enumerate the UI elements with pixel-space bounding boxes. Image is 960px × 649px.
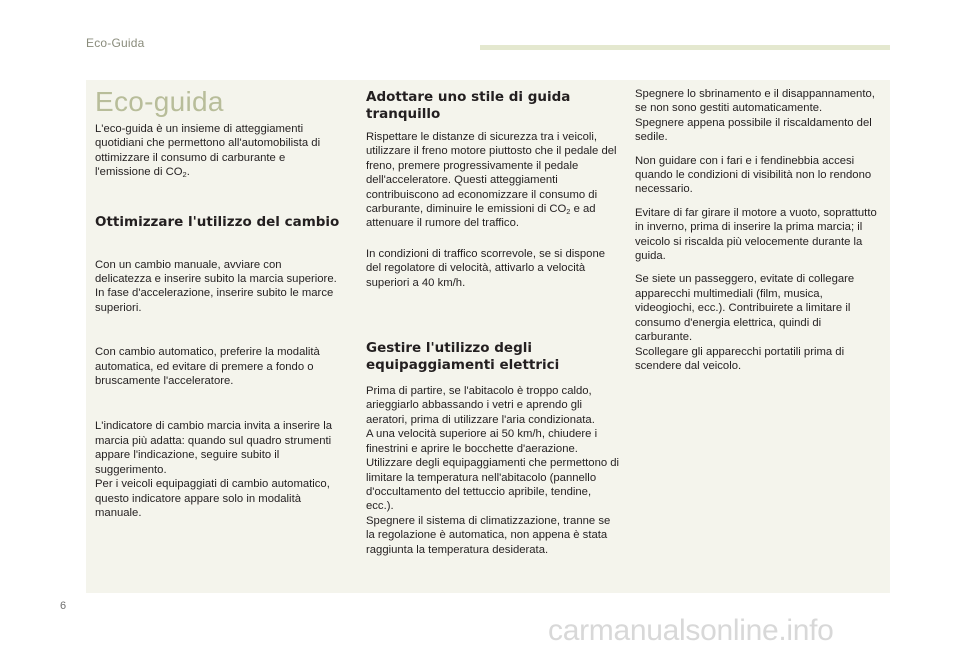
equipment-paragraph-1a: Prima di partire, se l'abitacolo è troppo caldo, arieggiarlo abbassando i vetri e aprendo gli aeratori, prima di utilizzare l'aria condizionata. (366, 385, 595, 426)
header-title: Eco-Guida (86, 36, 145, 50)
column-3 (635, 87, 880, 373)
col3-paragraph-4a: Se siete un passeggero, evitate di collegare apparecchi multimediali (film, musica, videogiochi, ecc.). Contribuirete a limitare il consumo d'energia elettrica, quindi di carburante. (635, 273, 855, 344)
equipment-paragraph-1b: A una velocità superiore ai 50 km/h, chiudere i finestrini e aprire le bocchette d'aerazione. (366, 428, 598, 455)
col3-paragraph-3: Evitare di far girare il motore a vuoto, soprattutto in inverno, prima di inserire la prima marcia; il veicolo si riscalda più velocemente durante la guida. (635, 206, 877, 263)
intro-subscript: 2 (182, 170, 187, 180)
col3-paragraph-1a: Spegnere lo sbrinamento e il disappannamento, se non sono gestiti automaticamente. (635, 88, 875, 115)
equipment-heading: Gestire l'utilizzo degli equipaggiamenti elettrici (366, 340, 560, 374)
col3-paragraph-1b: Spegnere appena possibile il riscaldamento del sedile. (635, 116, 872, 144)
column-1 (95, 86, 341, 520)
gearbox-heading: Ottimizzare l'utilizzo del cambio (95, 213, 340, 230)
watermark: carmanualsonline.info (548, 614, 834, 647)
intro-paragraph (95, 122, 341, 180)
intro-text: L'eco-guida è un insieme di atteggiamenti quotidiani che permettono all'automobilista di ottimizzare il consumo di carburante e l'emissione di CO (95, 123, 321, 179)
calm-text: Rispettare le distanze di sicurezza tra i veicoli, utilizzare il freno motore piuttosto che il pedale del freno, premere progressivamente il pedale dell'acceleratore. Questi atteggiamenti contribuiscono ad economizzare il consumo di carburante, diminuire le emissioni di CO (366, 131, 617, 216)
col3-paragraph-2: Non guidare con i fari e i fendinebbia accesi quando le condizioni di visibilità non lo rendono necessario. (635, 154, 872, 196)
col3-paragraph-4b: Scollegare gli apparecchi portatili prima di scendere dal veicolo. (635, 345, 845, 372)
page-number: 6 (60, 600, 67, 612)
gearbox-paragraph-3a: L'indicatore di cambio marcia invita a inserire la marcia più adatta: quando sul quadro strumenti appare l'indicazione, seguire subito il suggerimento. (95, 420, 332, 476)
calm-driving-heading: Adottare uno stile di guida tranquillo (366, 89, 571, 122)
equipment-paragraph-1c: Utilizzare degli equipaggiamenti che permettono di limitare la temperatura nell'abitacolo (pannello d'occultamento del tettuccio apribile, tendine, ecc.). (366, 457, 620, 513)
header-divider (480, 45, 890, 50)
page-title: Eco-guida (95, 86, 224, 117)
gearbox-paragraph-2: Con cambio automatico, preferire la modalità automatica, ed evitare di premere a fondo o bruscamente l'acceleratore. (95, 346, 320, 388)
calm-paragraph-2: In condizioni di traffico scorrevole, se si dispone del regolatore di velocità, attivarlo a velocità superiori a 40 km/h. (366, 247, 606, 289)
calm-subscript: 2 (566, 207, 571, 217)
calm-text-end: e ad attenuare il rumore del traffico. (366, 203, 596, 230)
equipment-paragraph-1d: Spegnere il sistema di climatizzazione, tranne se la regolazione è automatica, non appena è stata raggiunta la temperatura desiderata. (366, 514, 611, 556)
column-2 (366, 89, 621, 557)
gearbox-paragraph-1: Con un cambio manuale, avviare con delicatezza e inserire subito la marcia superiore. In fase d'accelerazione, inserire subito le marce superiori. (95, 258, 337, 314)
calm-paragraph-1 (366, 130, 621, 231)
gearbox-paragraph-3b: Per i veicoli equipaggiati di cambio automatico, questo indicatore appare solo in modalità manuale. (95, 478, 330, 519)
intro-text-end: . (186, 166, 190, 179)
